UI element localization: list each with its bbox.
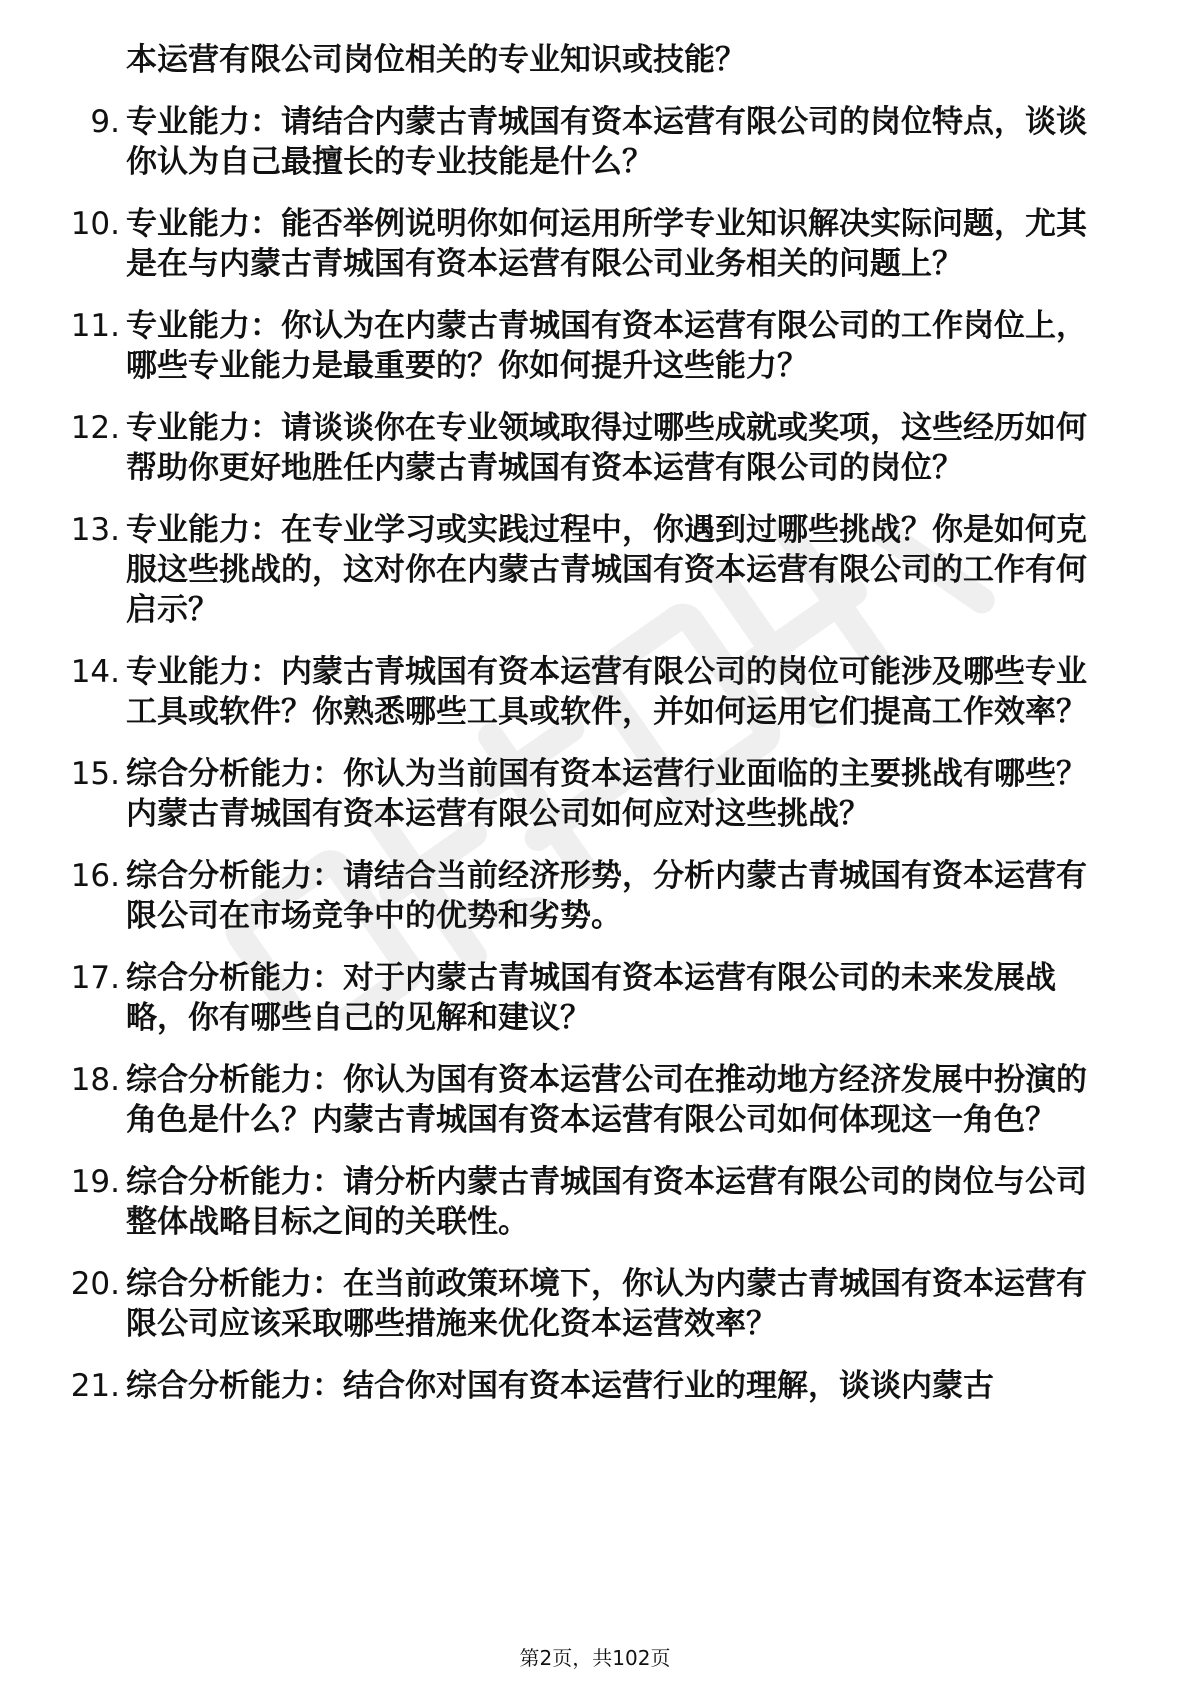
question-item [0, 1162, 1190, 1242]
question-item [0, 958, 1190, 1038]
question-number: 10. [70, 206, 120, 242]
question-number: 9. [90, 104, 120, 140]
question-text: 综合分析能力：请结合当前经济形势，分析内蒙古青城国有资本运营有限公司在市场竞争中的优势和劣势。 [126, 858, 1087, 934]
page-number-label: 第2页，共102页 [519, 1646, 671, 1670]
question-text: 专业能力：请谈谈你在专业领域取得过哪些成就或奖项，这些经历如何帮助你更好地胜任内蒙古青城国有资本运营有限公司的岗位？ [126, 410, 1087, 486]
continuation-text: 本运营有限公司岗位相关的专业知识或技能？ [126, 42, 746, 78]
question-text: 专业能力：能否举例说明你如何运用所学专业知识解决实际问题，尤其是在与内蒙古青城国有资本运营有限公司业务相关的问题上？ [126, 206, 1087, 282]
question-number: 17. [70, 960, 120, 996]
question-number: 14. [70, 654, 120, 690]
question-item [0, 510, 1190, 630]
question-number: 15. [70, 756, 120, 792]
question-text: 综合分析能力：你认为国有资本运营公司在推动地方经济发展中扮演的角色是什么？内蒙古青城国有资本运营有限公司如何体现这一角色？ [126, 1062, 1087, 1138]
question-item [0, 408, 1190, 488]
question-item [0, 1060, 1190, 1140]
page-content [0, 40, 1190, 1428]
question-item [0, 1264, 1190, 1344]
question-number: 19. [70, 1164, 120, 1200]
question-list [0, 102, 1190, 1406]
question-text: 综合分析能力：对于内蒙古青城国有资本运营有限公司的未来发展战略，你有哪些自己的见解和建议？ [126, 960, 1056, 1036]
question-text: 综合分析能力：你认为当前国有资本运营行业面临的主要挑战有哪些？内蒙古青城国有资本运营有限公司如何应对这些挑战？ [126, 756, 1087, 832]
question-text: 综合分析能力：在当前政策环境下，你认为内蒙古青城国有资本运营有限公司应该采取哪些措施来优化资本运营效率？ [126, 1266, 1087, 1342]
question-text: 专业能力：请结合内蒙古青城国有资本运营有限公司的岗位特点，谈谈你认为自己最擅长的专业技能是什么？ [126, 104, 1087, 180]
question-number: 13. [70, 512, 120, 548]
question-text: 专业能力：在专业学习或实践过程中，你遇到过哪些挑战？你是如何克服这些挑战的，这对你在内蒙古青城国有资本运营有限公司的工作有何启示？ [126, 512, 1087, 628]
question-number: 11. [70, 308, 120, 344]
question-number: 21. [70, 1368, 120, 1404]
question-text: 专业能力：你认为在内蒙古青城国有资本运营有限公司的工作岗位上，哪些专业能力是最重要的？你如何提升这些能力？ [126, 308, 1087, 384]
question-item [0, 1366, 1190, 1406]
page-footer [0, 1645, 1190, 1671]
question-text: 专业能力：内蒙古青城国有资本运营有限公司的岗位可能涉及哪些专业工具或软件？你熟悉哪些工具或软件，并如何运用它们提高工作效率？ [126, 654, 1087, 730]
question-text: 综合分析能力：结合你对国有资本运营行业的理解，谈谈内蒙古 [126, 1368, 994, 1404]
question-text: 综合分析能力：请分析内蒙古青城国有资本运营有限公司的岗位与公司整体战略目标之间的关联性。 [126, 1164, 1087, 1240]
question-item [0, 102, 1190, 182]
question-number: 20. [70, 1266, 120, 1302]
question-item [0, 306, 1190, 386]
question-number: 16. [70, 858, 120, 894]
question-number: 12. [70, 410, 120, 446]
question-item [0, 856, 1190, 936]
question-number: 18. [70, 1062, 120, 1098]
question-item [0, 204, 1190, 284]
question-item [0, 652, 1190, 732]
question-item [0, 754, 1190, 834]
